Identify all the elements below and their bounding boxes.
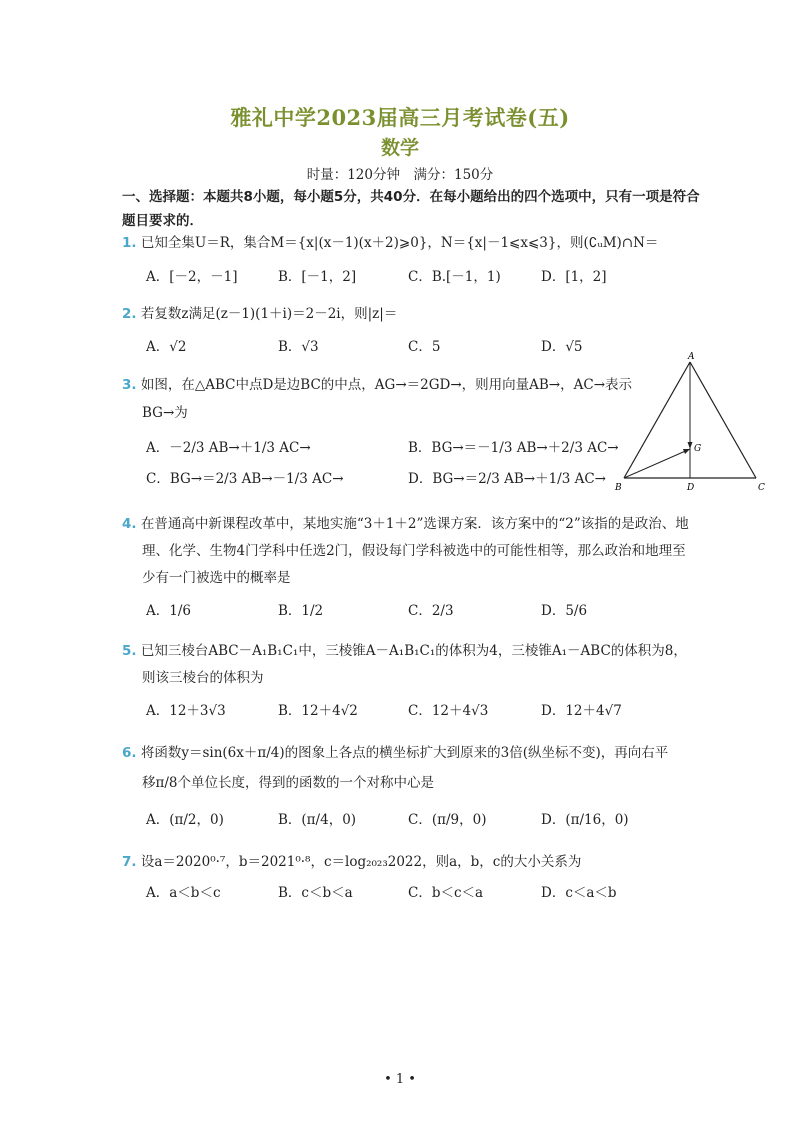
question-number: 1. [122, 235, 137, 251]
section-heading: 一、选择题：本题共8小题，每小题5分，共40分．在每小题给出的四个选项中，只有一项是符合题目要求的． [122, 189, 700, 229]
option-d: D．12＋4√7 [541, 703, 622, 719]
label-a: A [688, 352, 695, 362]
option-a: A．12＋3√3 [146, 703, 226, 719]
label-g: G [694, 444, 702, 454]
option-c: C．BG→＝2/3 AB→－1/3 AC→ [146, 471, 344, 487]
option-a: A．√2 [146, 339, 187, 355]
question-number: 4. [122, 516, 137, 532]
arrowhead-bg [683, 449, 690, 454]
option-d: D．BG→＝2/3 AB→＋1/3 AC→ [408, 471, 606, 487]
option-c: C．12＋4√3 [408, 703, 489, 719]
question-text: 已知全集U＝R，集合M＝{x|(x－1)(x＋2)⩾0}，N＝{x|－1⩽x⩽3}，则(∁ᵤM)∩N＝ [140, 235, 659, 251]
exam-title: 雅礼中学2023届高三月考试卷(五) [230, 105, 570, 130]
option-b: B．c＜b＜a [278, 885, 353, 901]
question-text: 已知三棱台ABC－A₁B₁C₁中，三棱锥A－A₁B₁C₁的体积为4，三棱锥A₁－ABC的体积为8， [140, 643, 687, 659]
question-number: 5. [122, 643, 137, 659]
option-d: D．(π/16，0) [541, 812, 629, 828]
option-d: D．c＜a＜b [541, 885, 617, 901]
option-a: A．(π/2，0) [146, 812, 224, 828]
question-text: 将函数y＝sin(6x＋π/4)的图象上各点的横坐标扩大到原来的3倍(纵坐标不变)，再向右平 [140, 745, 669, 761]
segment-bg [624, 449, 690, 478]
triangle-figure [612, 350, 772, 495]
label-b: B [615, 483, 622, 493]
question-text: 设a＝2020⁰·⁷，b＝2021⁰·⁸，c＝log₂₀₂₃2022，则a，b，c的大小关系为 [140, 854, 582, 870]
option-b: B．(π/4，0) [278, 812, 357, 828]
question-text-cont: 理、化学、生物4门学科中任选2门，假设每门学科被选中的可能性相等，那么政治和地理至 [142, 543, 686, 559]
question-number: 7. [122, 854, 137, 870]
option-b: B．BG→＝－1/3 AB→＋2/3 AC→ [408, 440, 619, 456]
option-b: B．1/2 [278, 603, 324, 619]
option-a: A．[－2，－1] [146, 269, 238, 285]
option-c: C．b＜c＜a [408, 885, 484, 901]
option-d: D．√5 [541, 339, 583, 355]
question-number: 3. [122, 377, 137, 393]
option-a: A．1/6 [146, 603, 191, 619]
option-b: B．[－1，2] [278, 269, 357, 285]
option-b: B．√3 [278, 339, 319, 355]
question-text: 若复数z满足(z－1)(1＋i)＝2－2i，则|z|＝ [140, 306, 398, 322]
side-ac [690, 362, 756, 478]
arrowhead-ag [688, 442, 693, 449]
option-c: C．(π/9，0) [408, 812, 487, 828]
option-d: D．[1，2] [541, 269, 607, 285]
subject-title: 数学 [380, 137, 419, 159]
option-a: A．－2/3 AB→＋1/3 AC→ [146, 440, 311, 456]
label-d: D [687, 483, 695, 493]
option-c: C．2/3 [408, 603, 454, 619]
question-text-cont: 则该三棱台的体积为 [142, 670, 264, 686]
question-text: 在普通高中新课程改革中，某地实施“3＋1＋2”选课方案．该方案中的“2”该指的是政治、地 [140, 516, 689, 532]
label-c: C [758, 483, 765, 493]
question-text: 如图，在△ABC中点D是边BC的中点，AG→＝2GD→，则用向量AB→，AC→表示 [140, 377, 633, 393]
option-d: D．5/6 [541, 603, 588, 619]
question-text-cont: 移π/8个单位长度，得到的函数的一个对称中心是 [142, 775, 435, 791]
side-ab [624, 362, 690, 478]
option-c: C．B.[－1，1) [408, 269, 501, 285]
option-b: B．12＋4√2 [278, 703, 358, 719]
option-a: A．a＜b＜c [146, 885, 221, 901]
question-number: 2. [122, 306, 137, 322]
option-c: C．5 [408, 339, 441, 355]
question-text-cont: BG→为 [142, 405, 188, 421]
question-text-cont: 少有一门被选中的概率是 [142, 570, 291, 586]
question-number: 6. [122, 745, 137, 761]
page-number: • 1 • [384, 1072, 416, 1087]
exam-meta: 时量：120分钟 满分：150分 [306, 167, 494, 183]
